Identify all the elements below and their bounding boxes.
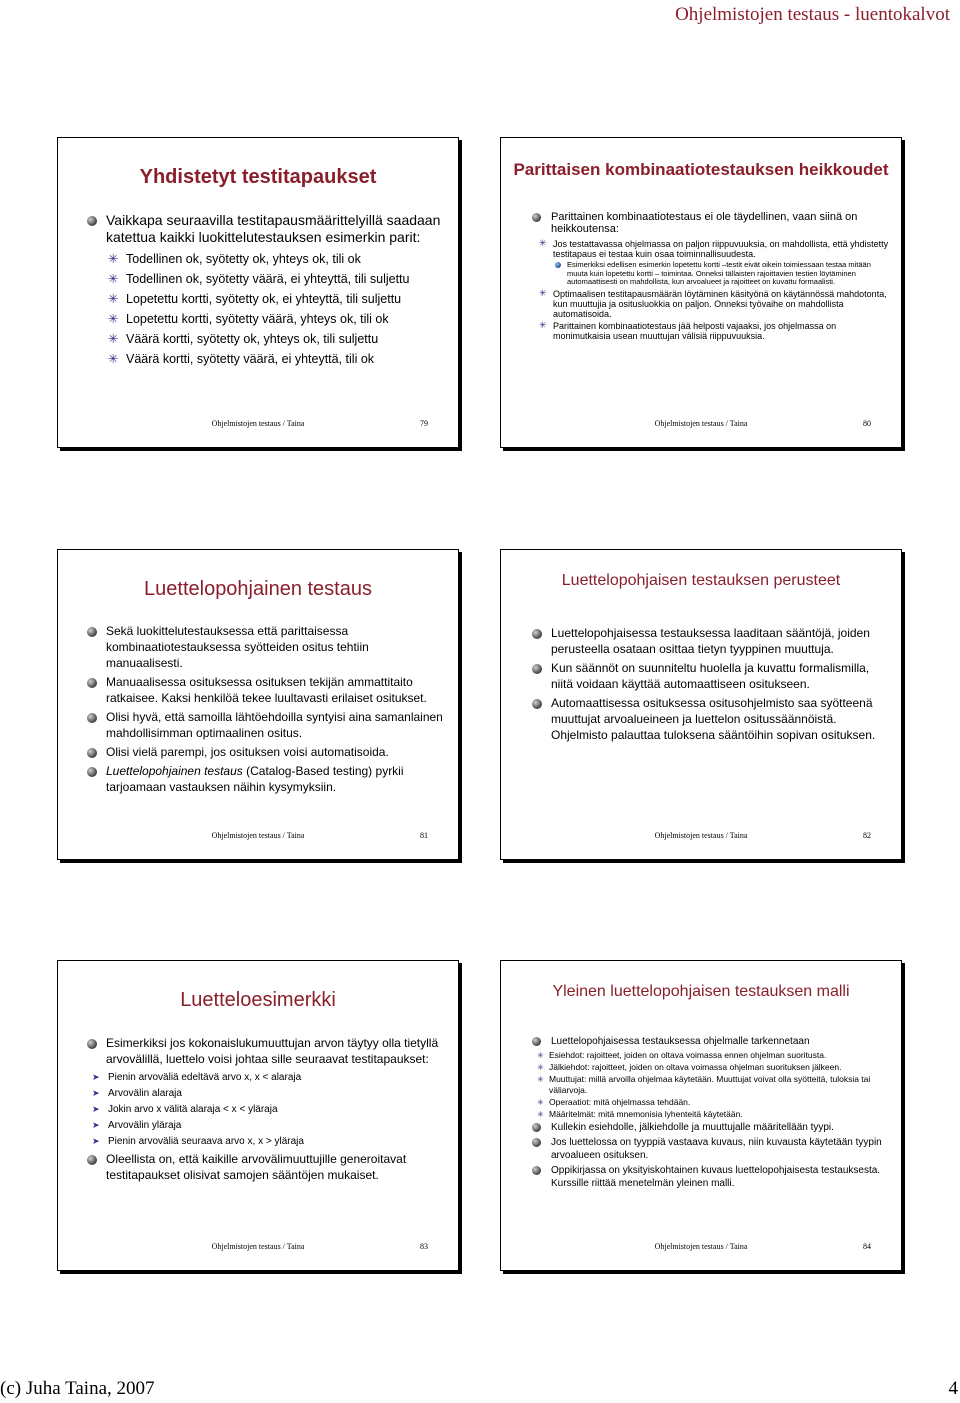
sub-bullet: ✳ Määritelmät: mitä mnemonisia lyhenteitä käytetään. <box>537 1109 891 1120</box>
slide-title: Parittaisen kombinaatiotestauksen heikkoudet <box>513 160 889 179</box>
slide-body <box>86 623 448 798</box>
sub-bullet: ✳ Todellinen ok, syötetty ok, yhteys ok, tili ok <box>108 251 448 267</box>
bullet-text: (Catalog-Based testing) pyrkii tarjoamaan vastauksen näihin kysymyksiin. <box>106 764 404 794</box>
slide-body <box>531 1035 891 1192</box>
sub-bullet: ✳ Operaatiot: mitä ohjelmassa tehdään. <box>537 1097 891 1108</box>
bullet: Sekä luokittelutestauksessa että parittaisessa kombinaatiotestauksessa syötteiden ositus tehtiin manuaalisesti. <box>86 623 448 671</box>
sub-bullet: ✳ Jälkiehdot: rajoitteet, joiden on oltava voimassa ohjelman suorituksen jälkeen. <box>537 1062 891 1073</box>
slide-footer: Ohjelmistojen testaus / Taina <box>211 1242 305 1251</box>
bullet: Parittainen kombinaatiotestaus ei ole täydellinen, vaan siinä on heikkoutensa: <box>531 211 891 235</box>
slide-footer: Ohjelmistojen testaus / Taina <box>211 831 305 840</box>
page-number: 4 <box>948 1378 958 1399</box>
slide-number: 84 <box>863 1242 871 1251</box>
slide-80 <box>500 137 902 448</box>
sub-bullet: ➤ Jokin arvo x välitä alaraja < x < yläraja <box>92 1103 448 1117</box>
sub-bullet: ✳ Todellinen ok, syötetty väärä, ei yhteyttä, tili suljettu <box>108 271 448 287</box>
bullet: Oppikirjassa on yksityiskohtainen kuvaus luettelopohjaisesta testauksesta. Kurssille riittää menetelmän yleinen malli. <box>531 1164 891 1190</box>
sub-bullet: ➤ Pienin arvoväliä seuraava arvo x, x > yläraja <box>92 1135 448 1149</box>
bullet: Olisi vielä parempi, jos osituksen voisi automatisoida. <box>86 744 448 760</box>
bullet: Manuaalisessa osituksessa osituksen tekijän ammattitaito ratkaisee. Kaksi henkilöä tekee luultavasti erilaiset ositukset. <box>86 674 448 706</box>
slide-number: 81 <box>420 831 428 840</box>
bullet: Luettelopohjaisessa testauksessa laaditaan sääntöjä, joiden perusteella osataan osittaa tietyn tyyppinen muuttuja. <box>531 625 891 657</box>
slide-number: 83 <box>420 1242 428 1251</box>
slide-title: Yhdistetyt testitapaukset <box>139 166 377 188</box>
bullet: Kullekin esiehdolle, jälkiehdolle ja muuttujalle määritellään tyypi. <box>531 1121 891 1134</box>
slide-footer: Ohjelmistojen testaus / Taina <box>211 419 305 428</box>
document-header: Ohjelmistojen testaus - luentokalvot <box>675 4 950 25</box>
slide-title: Luetteloesimerkki <box>180 989 336 1011</box>
sub-bullet: ✳ Väärä kortti, syötetty ok, yhteys ok, tili suljettu <box>108 331 448 347</box>
slide-number: 80 <box>863 419 871 428</box>
sub-bullet: ✳ Esiehdot: rajoitteet, joiden on oltava voimassa ennen ohjelman suoritusta. <box>537 1050 891 1061</box>
sub-bullet: ✳ Lopetettu kortti, syötetty väärä, yhteys ok, tili ok <box>108 311 448 327</box>
sub-bullet: ➤ Arvovälin yläraja <box>92 1119 448 1133</box>
bullet <box>86 763 448 795</box>
slide-81 <box>57 549 459 860</box>
bullet: Esimerkiksi jos kokonaislukumuuttujan arvon täytyy olla tietyllä arvovälillä, luettelo voisi johtaa sille seuraavat testitapaukset: <box>86 1035 448 1067</box>
slide-body <box>531 625 891 746</box>
sub-bullet: ✳ Optimaalisen testitapausmäärän löytäminen käsityönä on käytännössä mahdotonta, kun muuttujia ja ositusluokkia on paljon. Onneksi työvaihe on mahdollista automatisoida. <box>539 289 891 319</box>
slide-body <box>86 212 448 371</box>
bullet: Automaattisessa osituksessa ositusohjelmisto saa syötteenä muuttujat arvoalueineen ja luettelon ositussäännöistä. Ohjelmisto palauttaa tuloksena sääntöihin sopivan osituksen. <box>531 695 891 743</box>
bullet: Jos luettelossa on tyyppiä vastaava kuvaus, niin kuvausta käytetään tyypin arvoalueen osituksen. <box>531 1136 891 1162</box>
slide-footer: Ohjelmistojen testaus / Taina <box>654 1242 748 1251</box>
sub-bullet: ➤ Pienin arvoväliä edeltävä arvo x, x < alaraja <box>92 1071 448 1085</box>
sub-bullet: ✳ Lopetettu kortti, syötetty ok, ei yhteyttä, tili suljettu <box>108 291 448 307</box>
slide-84 <box>500 960 902 1271</box>
slide-79 <box>57 137 459 448</box>
sub-bullet: ✳ Parittainen kombinaatiotestaus jää helposti vajaaksi, jos ohjelmassa on monimutkaisia usean muuttujan välisiä riippuvuuksia. <box>539 321 891 341</box>
slide-title: Yleinen luettelopohjaisen testauksen malli <box>552 983 850 1000</box>
slide-footer: Ohjelmistojen testaus / Taina <box>654 419 748 428</box>
bullet: Luettelopohjaisessa testauksessa ohjelmalle tarkennetaan <box>531 1035 891 1048</box>
bullet: Kun säännöt on suunniteltu huolella ja kuvattu formalismilla, niitä voidaan käyttää automaattiseen ositukseen. <box>531 660 891 692</box>
slide-footer: Ohjelmistojen testaus / Taina <box>654 831 748 840</box>
sub-bullet: ✳ Väärä kortti, syötetty väärä, ei yhteyttä, tili ok <box>108 351 448 367</box>
slide-title: Luettelopohjainen testaus <box>144 578 372 600</box>
sub-bullet: ➤ Arvovälin alaraja <box>92 1087 448 1101</box>
slide-number: 79 <box>420 419 428 428</box>
sub-bullet: ✳ Jos testattavassa ohjelmassa on paljon riippuvuuksia, on mahdollista, että yhdistetty testitapaus ei testaa kuin osaa toiminnallisuudesta. <box>539 239 891 259</box>
sub-bullet: ✳ Muuttujat: millä arvoilla ohjelmaa käytetään. Muuttujat voivat olla syötteitä, tuloksia tai väliarvoja. <box>537 1074 891 1096</box>
bullet: Oleellista on, että kaikille arvovälimuuttujille generoitavat testitapaukset olisivat samojen sääntöjen mukaiset. <box>86 1151 448 1183</box>
slide-title: Luettelopohjaisen testauksen perusteet <box>561 572 841 589</box>
slide-number: 82 <box>863 831 871 840</box>
emphasis: Luettelopohjainen testaus <box>106 764 243 778</box>
slide-82 <box>500 549 902 860</box>
copyright-notice: (c) Juha Taina, 2007 <box>0 1378 155 1399</box>
slide-83 <box>57 960 459 1271</box>
slide-body <box>531 211 891 343</box>
bullet: Olisi hyvä, että samoilla lähtöehdoilla syntyisi aina samanlainen mahdollisimman optimaalinen ositus. <box>86 709 448 741</box>
slide-body <box>86 1035 448 1187</box>
sub-sub-bullet: Esimerkiksi edellisen esimerkin lopetettu kortti –testit eivät oikein toimiessaan testaa mitään muuta kuin lopetettu kortti – toimintaa. Onneksi tällaisten rajoittavien testien löytäminen automaattisesti on mahdollista, kun arvoalueet ja rajoitteet on kuvattu formaalisti. <box>555 261 891 287</box>
bullet: Vaikkapa seuraavilla testitapausmäärittelyillä saadaan katettua kaikki luokittelutestauksen esimerkin parit: <box>86 212 448 246</box>
